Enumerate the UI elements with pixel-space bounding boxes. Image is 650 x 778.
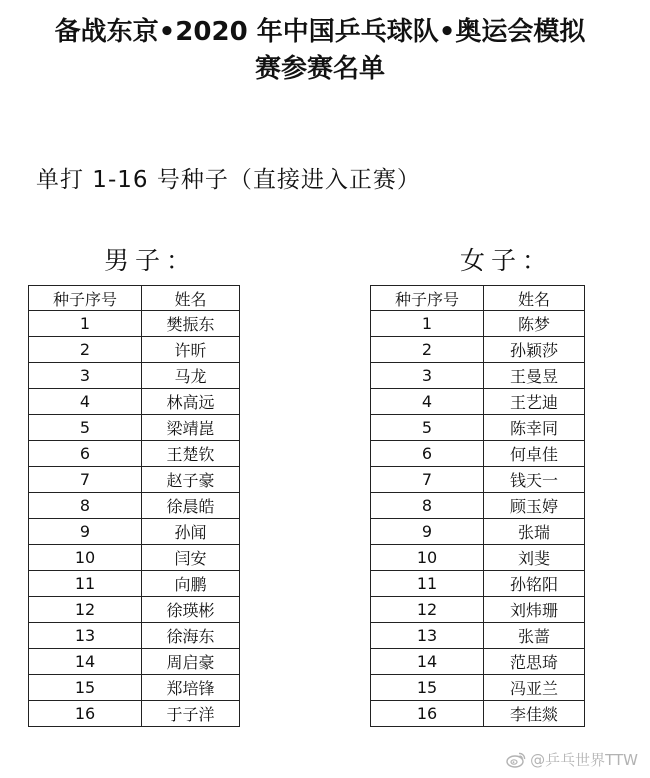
player-name-cell: 周启豪 xyxy=(142,649,240,675)
table-row xyxy=(29,363,240,389)
seed-number-cell: 11 xyxy=(371,571,484,597)
table-row xyxy=(29,337,240,363)
table-row xyxy=(29,519,240,545)
watermark xyxy=(506,749,638,770)
table-row xyxy=(371,389,585,415)
table-row xyxy=(371,701,585,727)
seed-number-cell: 6 xyxy=(371,441,484,467)
seed-number-cell: 1 xyxy=(371,311,484,337)
section-subtitle: 单打 1-16 号种子（直接进入正赛） xyxy=(36,167,421,193)
seed-number-cell: 16 xyxy=(29,701,142,727)
table-row xyxy=(29,597,240,623)
table-row xyxy=(371,649,585,675)
men-label: 男子： xyxy=(104,246,198,275)
table-row xyxy=(371,675,585,701)
table-row xyxy=(371,415,585,441)
seed-number-cell: 13 xyxy=(29,623,142,649)
seed-number-cell: 9 xyxy=(371,519,484,545)
table-row xyxy=(371,493,585,519)
women-table-body xyxy=(371,311,585,727)
title-line-2: 赛参赛名单 xyxy=(254,54,385,84)
seed-number-cell: 2 xyxy=(29,337,142,363)
player-name-cell: 马龙 xyxy=(142,363,240,389)
column-header-name: 姓名 xyxy=(142,286,240,311)
player-name-cell: 刘炜珊 xyxy=(484,597,585,623)
player-name-cell: 赵子豪 xyxy=(142,467,240,493)
men-seed-table xyxy=(28,285,240,727)
seed-number-cell: 9 xyxy=(29,519,142,545)
seed-number-cell: 5 xyxy=(371,415,484,441)
table-row xyxy=(29,675,240,701)
player-name-cell: 钱天一 xyxy=(484,467,585,493)
player-name-cell: 刘斐 xyxy=(484,545,585,571)
player-name-cell: 向鹏 xyxy=(142,571,240,597)
table-row xyxy=(29,545,240,571)
men-table-body xyxy=(29,311,240,727)
seed-number-cell: 3 xyxy=(371,363,484,389)
table-row xyxy=(371,311,585,337)
title-line-1: 备战东京•2020 年中国乒乓球队•奥运会模拟 xyxy=(54,17,586,47)
player-name-cell: 张瑞 xyxy=(484,519,585,545)
player-name-cell: 孙颖莎 xyxy=(484,337,585,363)
weibo-icon xyxy=(506,751,526,768)
seed-number-cell: 8 xyxy=(29,493,142,519)
seed-number-cell: 4 xyxy=(371,389,484,415)
table-row xyxy=(371,623,585,649)
table-row xyxy=(29,701,240,727)
column-header-seed: 种子序号 xyxy=(29,286,142,311)
player-name-cell: 陈梦 xyxy=(484,311,585,337)
player-name-cell: 孙闻 xyxy=(142,519,240,545)
table-row xyxy=(371,363,585,389)
table-row xyxy=(29,571,240,597)
table-row xyxy=(29,623,240,649)
table-row xyxy=(371,441,585,467)
table-row xyxy=(29,467,240,493)
seed-number-cell: 3 xyxy=(29,363,142,389)
seed-number-cell: 14 xyxy=(371,649,484,675)
player-name-cell: 王楚钦 xyxy=(142,441,240,467)
table-row xyxy=(29,415,240,441)
player-name-cell: 孙铭阳 xyxy=(484,571,585,597)
table-row xyxy=(29,311,240,337)
table-row xyxy=(29,389,240,415)
seed-number-cell: 16 xyxy=(371,701,484,727)
player-name-cell: 于子洋 xyxy=(142,701,240,727)
player-name-cell: 梁靖崑 xyxy=(142,415,240,441)
watermark-text: @乒乓世界TTW xyxy=(530,751,638,769)
player-name-cell: 王艺迪 xyxy=(484,389,585,415)
player-name-cell: 范思琦 xyxy=(484,649,585,675)
player-name-cell: 冯亚兰 xyxy=(484,675,585,701)
seed-number-cell: 12 xyxy=(29,597,142,623)
seed-number-cell: 13 xyxy=(371,623,484,649)
seed-number-cell: 14 xyxy=(29,649,142,675)
player-name-cell: 徐晨皓 xyxy=(142,493,240,519)
player-name-cell: 何卓佳 xyxy=(484,441,585,467)
women-label: 女子： xyxy=(460,246,554,275)
table-row xyxy=(371,467,585,493)
seed-number-cell: 10 xyxy=(29,545,142,571)
seed-number-cell: 15 xyxy=(29,675,142,701)
player-name-cell: 李佳燚 xyxy=(484,701,585,727)
seed-number-cell: 7 xyxy=(29,467,142,493)
seed-number-cell: 1 xyxy=(29,311,142,337)
table-row xyxy=(371,597,585,623)
column-header-name: 姓名 xyxy=(484,286,585,311)
seed-number-cell: 11 xyxy=(29,571,142,597)
player-name-cell: 徐海东 xyxy=(142,623,240,649)
seed-number-cell: 12 xyxy=(371,597,484,623)
player-name-cell: 张蔷 xyxy=(484,623,585,649)
table-row xyxy=(371,545,585,571)
table-header-row xyxy=(371,286,585,311)
table-row xyxy=(371,519,585,545)
seed-number-cell: 10 xyxy=(371,545,484,571)
seed-number-cell: 15 xyxy=(371,675,484,701)
player-name-cell: 陈幸同 xyxy=(484,415,585,441)
player-name-cell: 许昕 xyxy=(142,337,240,363)
table-header-row xyxy=(29,286,240,311)
document-title xyxy=(20,14,620,88)
women-seed-table xyxy=(370,285,585,727)
player-name-cell: 王曼昱 xyxy=(484,363,585,389)
seed-number-cell: 5 xyxy=(29,415,142,441)
seed-number-cell: 8 xyxy=(371,493,484,519)
table-row xyxy=(29,649,240,675)
table-row xyxy=(29,493,240,519)
table-row xyxy=(371,337,585,363)
column-header-seed: 种子序号 xyxy=(371,286,484,311)
player-name-cell: 徐瑛彬 xyxy=(142,597,240,623)
table-row xyxy=(371,571,585,597)
player-name-cell: 郑培锋 xyxy=(142,675,240,701)
seed-number-cell: 7 xyxy=(371,467,484,493)
seed-number-cell: 4 xyxy=(29,389,142,415)
player-name-cell: 闫安 xyxy=(142,545,240,571)
player-name-cell: 林高远 xyxy=(142,389,240,415)
seed-number-cell: 2 xyxy=(371,337,484,363)
table-row xyxy=(29,441,240,467)
player-name-cell: 樊振东 xyxy=(142,311,240,337)
seed-number-cell: 6 xyxy=(29,441,142,467)
player-name-cell: 顾玉婷 xyxy=(484,493,585,519)
